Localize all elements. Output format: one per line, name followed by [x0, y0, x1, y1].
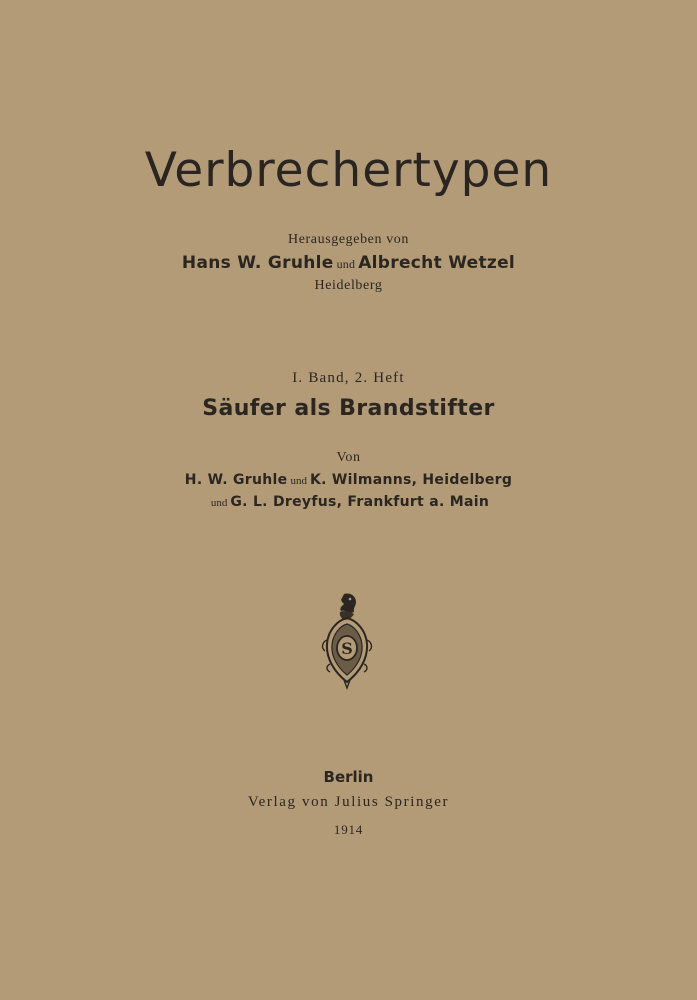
authors-line-2 [0, 495, 697, 510]
publication-city: Berlin [323, 768, 374, 786]
editors-joiner: und [336, 257, 356, 271]
editors-line [0, 255, 697, 272]
volume-label: I. Band, 2. Heft [292, 370, 405, 386]
author-3: G. L. Dreyfus, Frankfurt a. Main [230, 494, 490, 510]
editors-city: Heidelberg [314, 278, 383, 293]
publication-year: 1914 [333, 822, 364, 837]
editors-label: Herausgegeben von [288, 232, 409, 247]
publisher-name: Verlag von Julius Springer [247, 794, 450, 810]
book-title: Verbrechertypen [144, 143, 553, 198]
authors-line-1 [0, 473, 697, 488]
author-1: H. W. Gruhle [184, 472, 288, 488]
author-2: K. Wilmanns, Heidelberg [309, 472, 513, 488]
author-joiner-1: und [290, 475, 307, 487]
book-subtitle: Säufer als Brandstifter [202, 396, 495, 421]
author-joiner-2: und [210, 497, 228, 509]
logo-letter: S [341, 639, 353, 658]
editor-2: Albrecht Wetzel [358, 253, 516, 273]
by-label: Von [336, 450, 361, 465]
editor-1: Hans W. Gruhle [181, 253, 334, 273]
publisher-logo-icon [318, 590, 376, 690]
